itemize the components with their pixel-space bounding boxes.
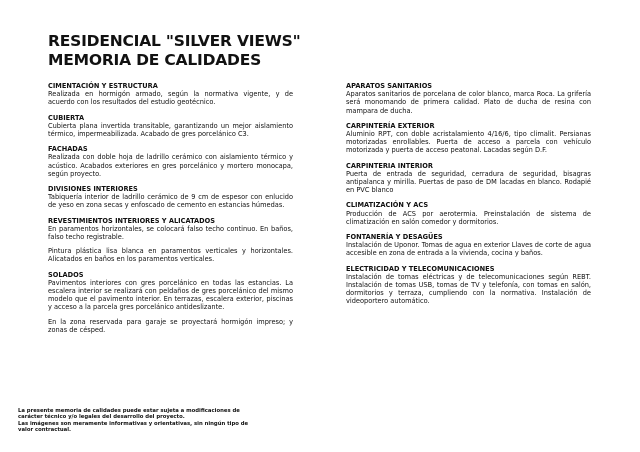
section-heading: CARPINTERIA INTERIOR xyxy=(346,161,433,170)
section-revestimientos xyxy=(48,217,293,264)
section-paragraph: Puerta de entrada de seguridad, cerradura de seguridad, bisagras antipalanca y mirilla. Puertas de paso de DM lacadas en blanco. Rodapié en PVC blanco xyxy=(346,169,591,195)
section-paragraph: Pintura plástica lisa blanca en paramentos verticales y horizontales. Alicatados en baños en los paramentos verticales. xyxy=(48,247,293,264)
disclaimer-line-1: La presente memoria de calidades puede estar sujeta a modificaciones de carácter técnico y/o legales del desarrollo del proyecto. xyxy=(18,408,240,421)
section-aparatos-sanitarios xyxy=(346,82,591,115)
section-heading: APARATOS SANITARIOS xyxy=(346,82,433,90)
right-column xyxy=(346,82,591,313)
section-paragraph: Instalación de Uponor. Tomas de agua en exterior Llaves de corte de agua accesible en zona de entrada a la vivienda, cocina y baños. xyxy=(346,241,592,258)
left-column xyxy=(48,82,293,341)
section-paragraph: Aluminio RPT, con doble acristalamiento 4/16/6, tipo climalit. Persianas motorizadas enrollables. Puerta de acceso a parcela con vehículo motorizada y puerta de acceso peatonal. Lacadas según D.F. xyxy=(346,130,591,155)
section-paragraph: Instalación de tomas eléctricas y de telecomunicaciones según REBT. Instalación de tomas USB, tomas de TV y telefonía, con tomas en salón, dormitorios y terraza, cumpliendo con la normativa. Instalación de videoportero automático. xyxy=(346,272,591,306)
section-electricidad xyxy=(346,265,591,306)
section-paragraph: Cubierta plana invertida transitable, garantizando un mejor aislamiento térmico, impermeabilizada. Acabado de gres porcelánico C3. xyxy=(48,121,293,139)
section-heading: FONTANERÍA Y DESAGÜES xyxy=(346,233,443,242)
section-heading: REVESTIMIENTOS INTERIORES Y ALICATADOS xyxy=(48,216,215,225)
section-carpinteria-interior xyxy=(346,162,591,195)
section-paragraph: Realizada en hormigón armado, según la normativa vigente, y de acuerdo con los resultados del estudio geotécnico. xyxy=(48,90,293,107)
section-divisiones xyxy=(48,185,293,210)
document-title xyxy=(48,32,300,70)
section-heading: CIMENTACIÓN Y ESTRUCTURA xyxy=(48,82,158,90)
section-heading: SOLADOS xyxy=(48,270,84,279)
section-cubierta xyxy=(48,114,293,139)
disclaimer-line-2: Las imágenes son meramente informativas y orientativas, sin ningún tipo de valor contractual. xyxy=(18,420,249,434)
section-heading: CUBIERTA xyxy=(48,113,85,122)
section-climatizacion xyxy=(346,201,591,226)
section-carpinteria-exterior xyxy=(346,122,591,155)
section-heading: FACHADAS xyxy=(48,145,88,154)
section-heading: ELECTRICIDAD Y TELECOMUNICACIONES xyxy=(346,264,495,273)
section-paragraph: Aparatos sanitarios de porcelana de color blanco, marca Roca. La grifería será monomando de primera calidad. Plato de ducha de resina con mampara de ducha. xyxy=(346,90,591,115)
section-heading: DIVISIONES INTERIORES xyxy=(48,185,138,194)
section-paragraph: Tabiquería interior de ladrillo cerámico de 9 cm de espesor con enlucido de yeso en zona secas y enfoscado de cemento en estancias húmedas. xyxy=(48,193,293,210)
section-solados xyxy=(48,271,293,334)
section-paragraph: Pavimentos interiores con gres porcelánico en todas las estancias. La escalera interior se realizará con peldaños de gres porcelánico del mismo modelo que el pavimento interior. En terrazas, escalera exterior, piscinas y acceso a la parcela gres porcelánico antideslizante. xyxy=(48,278,293,312)
section-heading: CARPINTERÍA EXTERIOR xyxy=(346,121,435,130)
section-paragraph: Realizada con doble hoja de ladrillo cerámico con aislamiento térmico y acústico. Acabados exteriores en gres porcelánico y mortero monocapa, según proyecto. xyxy=(48,153,293,178)
section-fontaneria xyxy=(346,233,591,258)
section-paragraph: En la zona reservada para garaje se proyectará hormigón impreso; y zonas de césped. xyxy=(48,317,293,334)
title-line-1: RESIDENCIAL "SILVER VIEWS" xyxy=(48,32,301,50)
disclaimer-footer xyxy=(18,408,258,434)
section-paragraph: En paramentos horizontales, se colocará falso techo continuo. En baños, falso techo registrable. xyxy=(48,224,293,242)
section-paragraph: Producción de ACS por aerotermia. Preinstalación de sistema de climatización en salón comedor y dormitorios. xyxy=(346,209,591,226)
section-cimentacion xyxy=(48,82,293,107)
section-fachadas xyxy=(48,145,293,178)
section-heading: CLIMATIZACIÓN Y ACS xyxy=(346,201,429,210)
title-line-2: MEMORIA DE CALIDADES xyxy=(48,51,262,69)
